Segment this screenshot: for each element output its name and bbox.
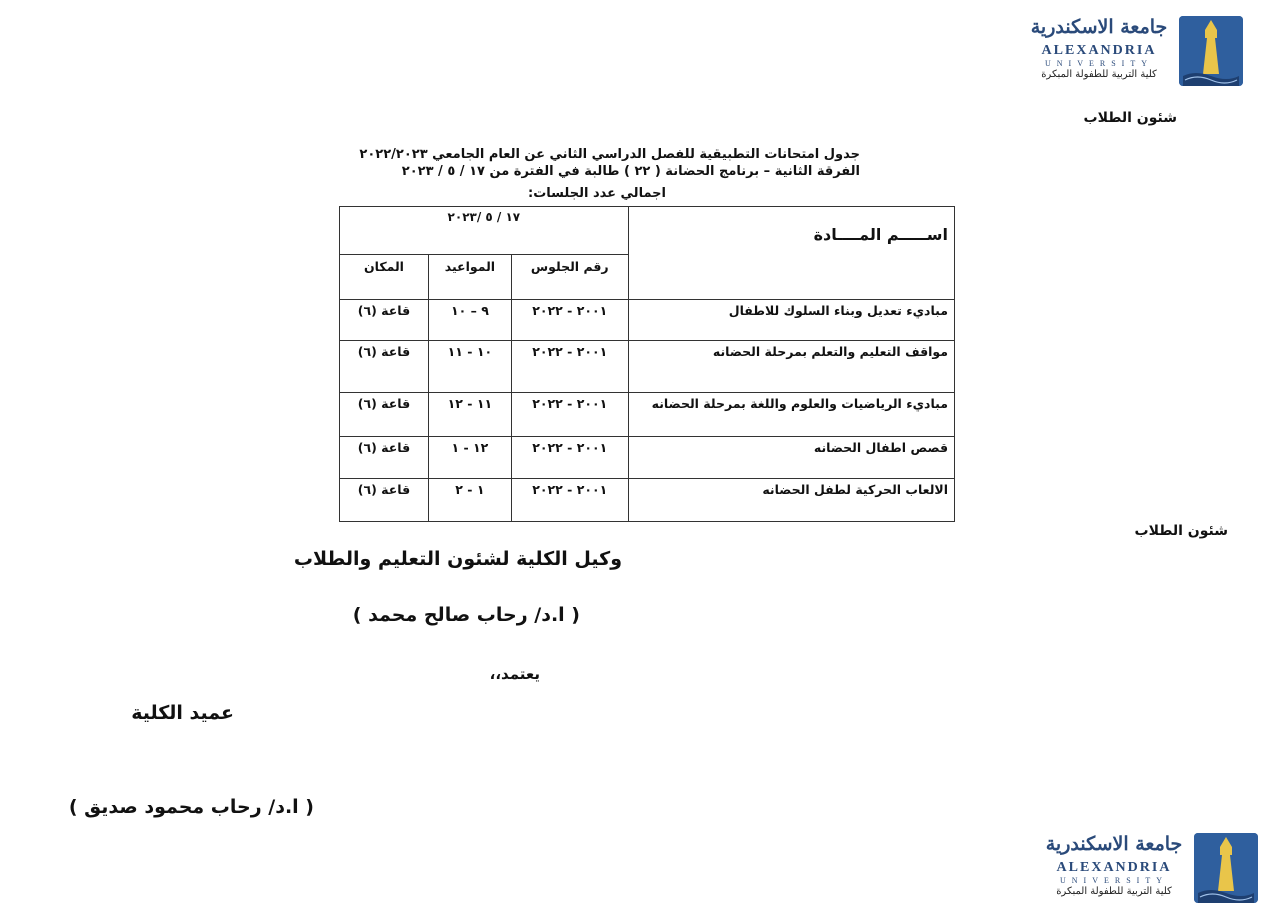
logo-english-sub: UNIVERSITY xyxy=(1060,876,1168,885)
row-subject: مباديء الرياضيات والعلوم واللغة بمرحلة الحضانه xyxy=(628,393,954,437)
title-line-2: الفرقة الثانية – برنامج الحضانة ( ٢٢ ) طالبة في الفترة من ١٧ / ٥ / ٢٠٢٣ xyxy=(401,164,860,179)
university-logo-top xyxy=(1028,16,1243,88)
row-place: قاعة (٦) xyxy=(340,300,429,341)
row-place: قاعة (٦) xyxy=(340,341,429,393)
table-row xyxy=(340,393,955,437)
title-line-1: جدول امتحانات التطبيقية للفصل الدراسي الثاني عن العام الجامعي ٢٠٢٢/٢٠٢٣ xyxy=(359,147,860,162)
row-place: قاعة (٦) xyxy=(340,479,429,522)
vice-dean-name: ( ا.د/ رحاب صالح محمد ) xyxy=(352,604,580,626)
logo-arabic-name: جامعة الاسكندرية xyxy=(1030,16,1168,38)
row-seat: ٢٠٠١ - ٢٠٢٢ xyxy=(511,437,628,479)
row-time: ١٠ - ١١ xyxy=(428,341,511,393)
lighthouse-emblem-icon xyxy=(1179,16,1243,86)
logo-faculty-name: كلية التربية للطفولة المبكرة xyxy=(1041,69,1157,80)
row-time: ٩ – ١٠ xyxy=(428,300,511,341)
table-row xyxy=(340,479,955,522)
row-time: ١١ - ١٢ xyxy=(428,393,511,437)
approval-label: يعتمد،، xyxy=(489,665,540,683)
header-seat-number: رقم الجلوس xyxy=(511,255,628,300)
title-line-3: اجمالي عدد الجلسات: xyxy=(528,186,666,201)
row-subject: مباديء تعديل وبناء السلوك للاطفال xyxy=(628,300,954,341)
row-place: قاعة (٦) xyxy=(340,393,429,437)
logo-faculty-name: كلية التربية للطفولة المبكرة xyxy=(1056,886,1172,897)
row-seat: ٢٠٠١ - ٢٠٢٢ xyxy=(511,393,628,437)
row-place: قاعة (٦) xyxy=(340,437,429,479)
row-seat: ٢٠٠١ - ٢٠٢٢ xyxy=(511,300,628,341)
table-row xyxy=(340,300,955,341)
header-place: المكان xyxy=(340,255,429,300)
dean-name: ( ا.د/ رحاب محمود صديق ) xyxy=(68,796,314,818)
vice-dean-title: وكيل الكلية لشئون التعليم والطلاب xyxy=(293,548,622,570)
row-seat: ٢٠٠١ - ٢٠٢٢ xyxy=(511,341,628,393)
dean-title: عميد الكلية xyxy=(131,702,234,724)
table-row xyxy=(340,437,955,479)
exam-schedule-table xyxy=(339,206,955,522)
header-subject: اســـــم المــــادة xyxy=(628,207,954,300)
row-subject: الالعاب الحركية لطفل الحضانه xyxy=(628,479,954,522)
lighthouse-emblem-icon xyxy=(1194,833,1258,903)
table-row xyxy=(340,341,955,393)
header-date: ١٧ / ٥ /٢٠٢٣ xyxy=(340,207,629,255)
row-subject: مواقف التعليم والتعلم بمرحلة الحضانه xyxy=(628,341,954,393)
logo-arabic-name: جامعة الاسكندرية xyxy=(1045,833,1183,855)
row-seat: ٢٠٠١ - ٢٠٢٢ xyxy=(511,479,628,522)
logo-english-name: ALEXANDRIA xyxy=(1056,860,1172,875)
header-times: المواعيد xyxy=(428,255,511,300)
university-logo-bottom xyxy=(1043,833,1258,905)
logo-english-name: ALEXANDRIA xyxy=(1041,43,1157,58)
department-label-bottom: شئون الطلاب xyxy=(1134,523,1228,539)
department-label-top: شئون الطلاب xyxy=(1083,110,1177,126)
row-subject: قصص اطفال الحضانه xyxy=(628,437,954,479)
row-time: ١ - ٢ xyxy=(428,479,511,522)
row-time: ١٢ - ١ xyxy=(428,437,511,479)
logo-english-sub: UNIVERSITY xyxy=(1045,59,1153,68)
